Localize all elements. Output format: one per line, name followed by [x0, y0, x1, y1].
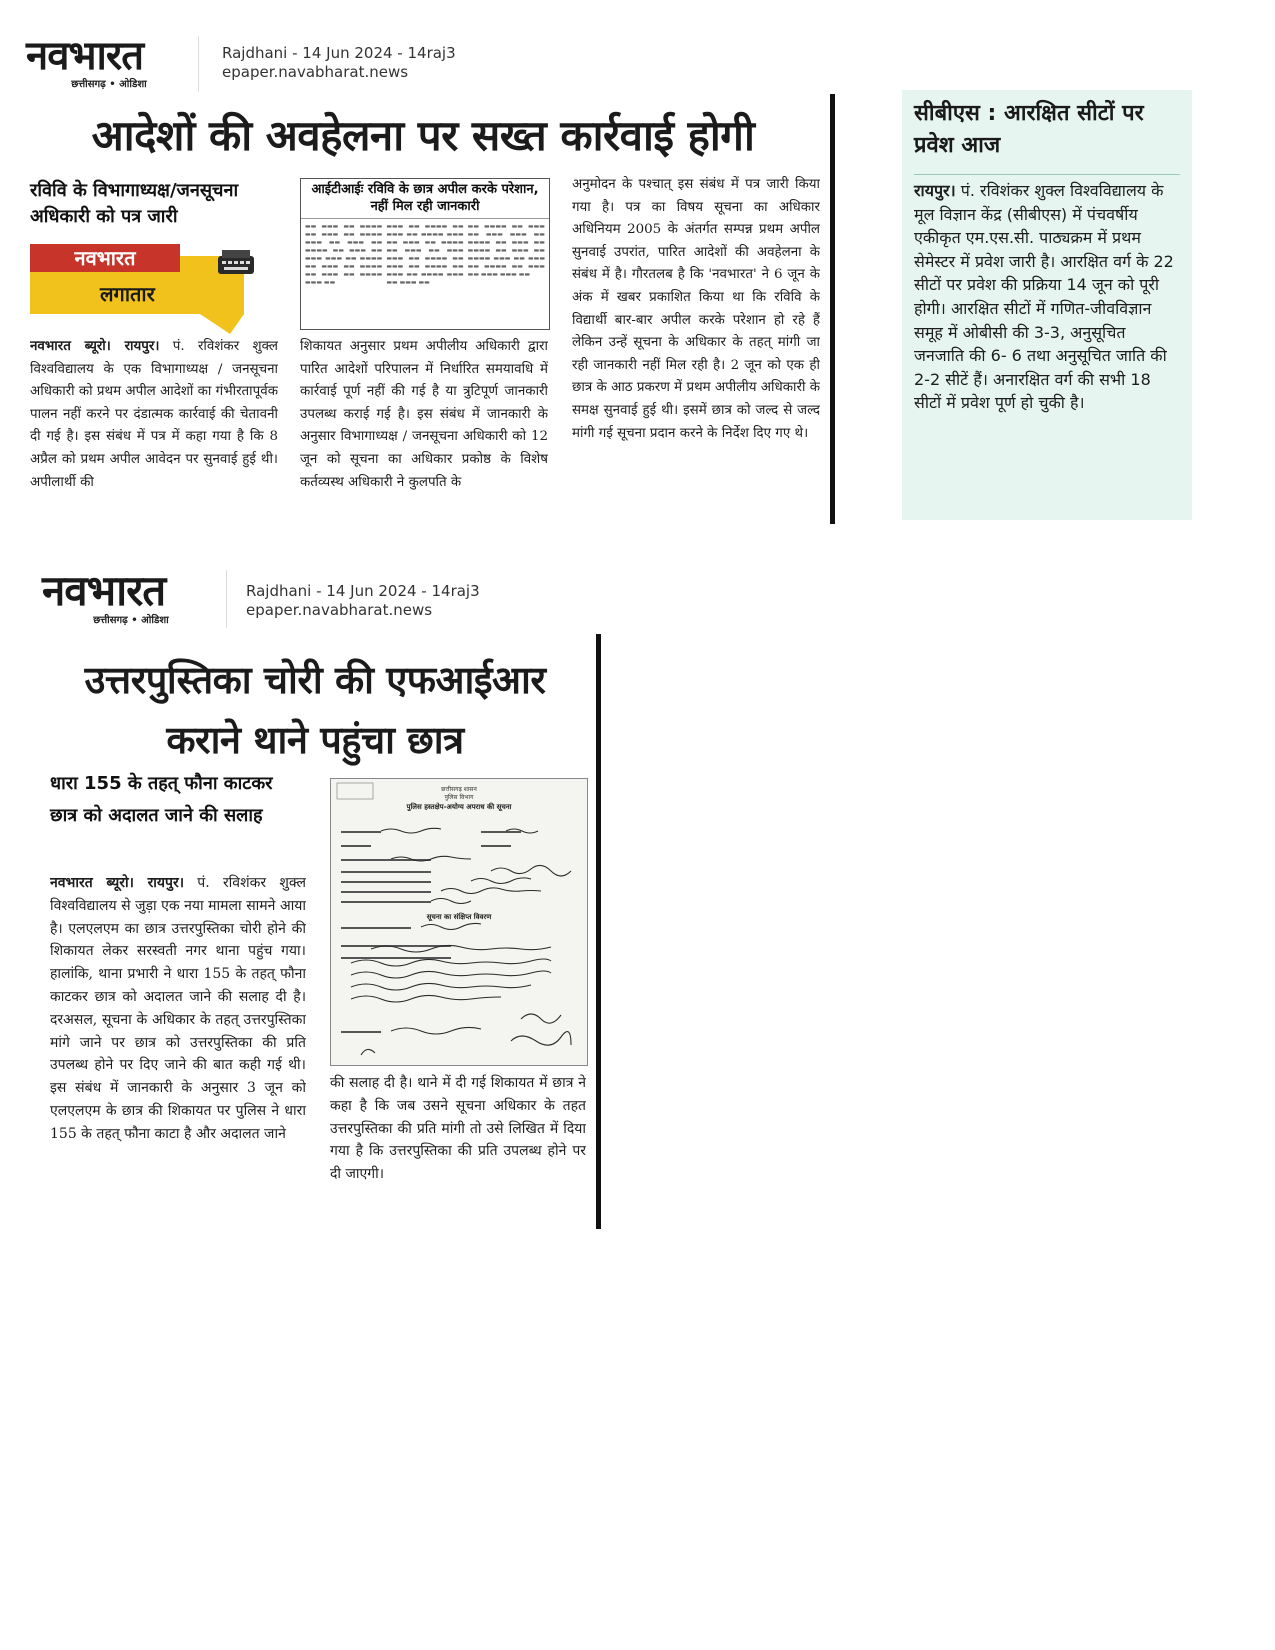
sidebar-title: सीबीएस : आरक्षित सीटों पर प्रवेश आज [914, 101, 1144, 158]
column-divider-2 [596, 634, 601, 1229]
logo-wordmark-2: नवभारत [42, 566, 166, 615]
doc-section-title: सूचना का संक्षिप्त विवरण [426, 913, 492, 921]
article-headline-2 [40, 650, 590, 770]
edition-meta [222, 44, 456, 82]
article-column-2-clip2 [330, 1072, 586, 1232]
logo-subtitle-2: छत्तीसगढ़ • ओडिशा [93, 615, 169, 626]
edition-line-2: Rajdhani - 14 Jun 2024 - 14raj3 [246, 582, 480, 600]
logo-wordmark: नवभारत [26, 33, 144, 79]
column-1-text-2: पं. रविशंकर शुक्ल विश्वविद्यालय से जुड़ा एक नया मामला सामने आया है। एलएलएम का छात्र उत्तरपुस्तिका चोरी होने की शिकायत लेकर सरस्वती नगर थाना पहुंच गया। हालांकि, थाना प्रभारी ने धारा 155 के तहत् फौना काटकर छात्र को अदालत जाने की सलाह दी है। दरअसल, सूचना के अधिकार के तहत् उत्तरपुस्तिका मांगे जाने पर छात्र को उत्तरपुस्तिका की प्रति उपलब्ध होने पर दिए जाने की बात कही गई थी। इस संबंध में जानकारी के अनुसार 3 जून को एलएलएम के छात्र की शिकायत पर पुलिस ने धारा 155 के तहत् फौना काटा है और अदालत जाने [50, 875, 306, 1142]
banner-tail-shape [200, 294, 250, 334]
logo-subtitle: छत्तीसगढ़ • ओडिशा [71, 79, 147, 90]
inset-title: आईटीआईः रविवि के छात्र अपील करके परेशान, नहीं मिल रही जानकारी [301, 179, 549, 219]
dateline: नवभारत ब्यूरो। रायपुर। [30, 339, 160, 354]
sidebar-text: पं. रविशंकर शुक्ल विश्वविद्यालय के मूल विज्ञान केंद्र (सीबीएस) में पंचवर्षीय एकीकृत एम.एस.सी. पाठ्यक्रम में प्रथम सेमेस्टर में प्रवेश जारी है। आरक्षित वर्ग के 22 सीटों पर प्रवेश की प्रक्रिया 14 जून को पूरी होगी। आरक्षित सीटों में गणित-जीवविज्ञान समूह में ओबीसी की 3-3, अनुसूचित जनजाति की 6- 6 तथा अनुसूचित जाति की 2-2 सीटें हैं। अनारक्षित वर्ग की सभी 18 सीटों में प्रवेश पूर्ण हो चुकी है। [914, 181, 1174, 413]
sidebar-news-box [902, 90, 1192, 520]
dateline-2: नवभारत ब्यूरो। रायपुर। [50, 875, 185, 891]
typewriter-icon [214, 246, 260, 280]
article-column-1 [30, 336, 278, 516]
epaper-url-2[interactable]: epaper.navabharat.news [246, 601, 433, 619]
doc-header: छत्तीसगढ़ शासन [441, 786, 477, 793]
newspaper-logo-2 [36, 566, 227, 628]
fir-document-graphic [331, 779, 587, 1065]
article-headline: आदेशों की अवहेलना पर सख्त कार्रवाई होगी [91, 111, 755, 160]
doc-subheader: पुलिस विभाग [444, 794, 474, 801]
inset-text-col-1: ▬▬ ▬▬▬ ▬▬ ▬▬▬▬ ▬▬ ▬▬▬ ▬▬ ▬▬▬▬ ▬▬▬ ▬▬ ▬▬▬ ▬▬ ▬▬▬▬ ▬▬ ▬▬▬ ▬▬ ▬▬▬ ▬▬▬ ▬▬ ▬▬▬▬ ▬▬ ▬▬▬ ▬▬ ▬▬▬▬ ▬▬ ▬▬▬ ▬▬ ▬▬▬▬ ▬▬▬ ▬▬ [305, 223, 383, 286]
epaper-url[interactable]: epaper.navabharat.news [222, 63, 409, 81]
edition-meta-2 [246, 582, 480, 620]
newspaper-logo [20, 33, 199, 92]
inset-text-col-2: ▬▬▬ ▬▬ ▬▬▬▬ ▬▬ ▬▬▬ ▬▬ ▬▬▬▬ ▬▬▬ ▬▬ ▬▬▬ ▬▬ ▬▬▬▬ ▬▬ ▬▬▬ ▬▬ ▬▬▬ ▬▬▬ ▬▬ ▬▬▬▬ ▬▬ ▬▬▬ ▬▬ ▬▬▬▬ ▬▬ ▬▬▬ ▬▬ ▬▬▬▬ ▬▬▬ ▬▬ ▬▬▬ ▬▬ [386, 223, 464, 286]
article-column-2 [300, 336, 548, 516]
article-column-3 [572, 174, 820, 516]
sidebar-dateline: रायपुर। [914, 181, 956, 200]
column-2-text: शिकायत अनुसार प्रथम अपीलीय अधिकारी द्वारा पारित आदेशों परिपालन में निर्धारित समयावधि में कार्रवाई पूर्ण नहीं की गई है या त्रुटिपूर्ण जानकारी उपलब्ध कराई गई है। इस संबंध में जानकारी के अनुसार विभागाध्यक्ष / जनसूचना अधिकारी को 12 जून को सूचना का अधिकार प्रकोष्ठ के विशेष कर्तव्यस्थ अधिकारी ने कुलपति के [300, 339, 548, 490]
column-divider [830, 94, 835, 524]
inset-clipping [300, 178, 550, 330]
fir-document-photo [330, 778, 588, 1066]
article-column-1-clip2 [50, 872, 306, 1232]
banner-label-top: नवभारत [30, 244, 180, 272]
article-subhead: रविवि के विभागाध्यक्ष/जनसूचना अधिकारी को पत्र जारी [30, 180, 239, 227]
doc-title: पुलिस हस्तक्षेप-अयोग्य अपराध की सूचना [406, 803, 512, 811]
edition-line: Rajdhani - 14 Jun 2024 - 14raj3 [222, 44, 456, 62]
inset-text-col-3: ▬▬ ▬▬▬▬ ▬▬ ▬▬▬ ▬▬ ▬▬▬ ▬▬▬ ▬▬ ▬▬▬▬ ▬▬ ▬▬▬ ▬▬ ▬▬▬▬ ▬▬ ▬▬▬ ▬▬ ▬▬▬▬ ▬▬▬ ▬▬ ▬▬▬ ▬▬ ▬▬▬▬ ▬▬ ▬▬▬ ▬▬ ▬▬▬ ▬▬▬ ▬▬ [467, 223, 545, 278]
column-2-text-2: की सलाह दी है। थाने में दी गई शिकायत में छात्र ने कहा है कि जब उसने सूचना अधिकार के तहत उत्तरपुस्तिका की प्रति मांगी तो उसे लिखित में दिया गया है कि उत्तरपुस्तिका की प्रति उपलब्ध होने पर दी जाएगी। [330, 1075, 586, 1183]
banner-label-bottom: लगातार [100, 282, 155, 306]
column-1-text: पं. रविशंकर शुक्ल विश्वविद्यालय के एक विभागाध्यक्ष / जनसूचना अधिकारी को प्रथम अपील आदेशों का गंभीरतापूर्वक पालन नहीं करने पर दंडात्मक कार्रवाई की चेतावनी दी गई है। इस संबंध में पत्र में कहा गया है कि 8 अप्रैल को प्रथम अपील आवेदन पर सुनवाई हुई थी। अपीलार्थी की [30, 339, 278, 490]
series-banner [30, 236, 260, 334]
headline-line-1: उत्तरपुस्तिका चोरी की एफआईआर [84, 658, 546, 702]
article-subhead-2: धारा 155 के तहत् फौना काटकर छात्र को अदालत जाने की सलाह [50, 773, 273, 826]
sidebar-body [902, 179, 1192, 415]
headline-line-2: कराने थाने पहुंचा छात्र [166, 718, 464, 762]
column-3-text: अनुमोदन के पश्चात् इस संबंध में पत्र जारी किया गया है। पत्र का विषय सूचना का अधिकार अधिनियम 2005 के अंतर्गत सम्पन्न प्रथम अपील सुनवाई उपरांत, पारित आदेशों की अवहेलना के संबंध में है। गौरतलब है कि 'नवभारत' ने 6 जून के अंक में खबर प्रकाशित किया था कि रविवि के विद्यार्थी बार-बार अपील करके परेशान हो रहे हैं लेकिन उन्हें सूचना के अधिकार के तहत् मांगी जा रही जानकारी नहीं मिल रही है। 2 जून को एक ही छात्र के आठ प्रकरण में प्रथम अपीलीय अधिकारी के समक्ष सुनवाई हुई थी। इसमें छात्र को जल्द से जल्द मांगी गई सूचना प्रदान करने के निर्देश दिए गए थे। [572, 177, 820, 441]
